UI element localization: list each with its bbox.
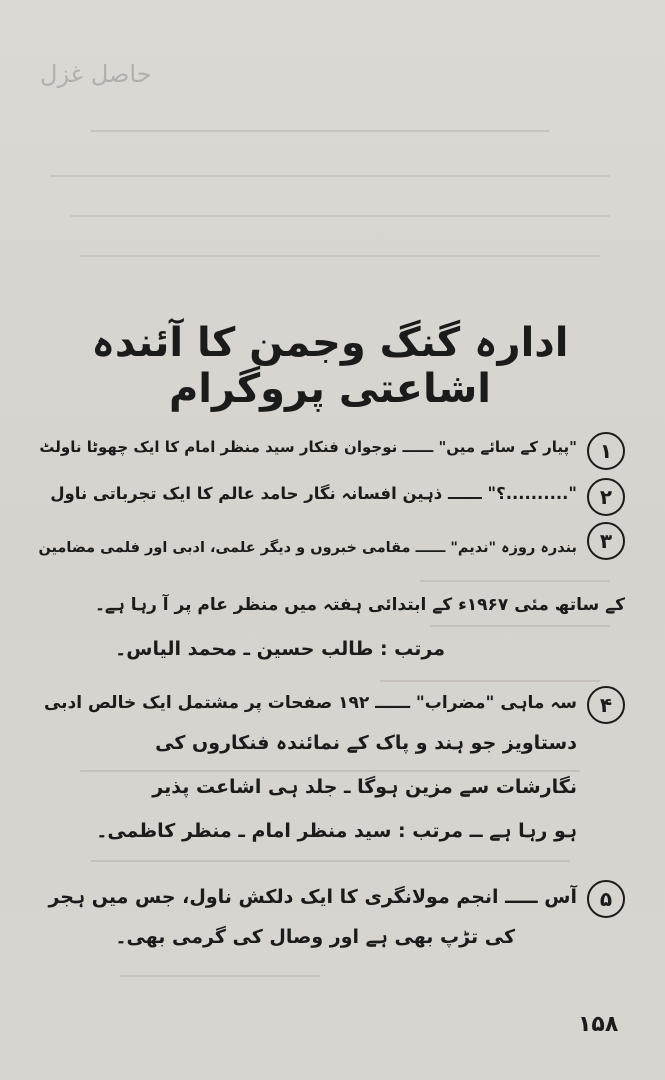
- item-number-badge: ۵: [587, 880, 625, 918]
- item-text-line: سہ ماہی "مضراب" ــــــ ۱۹۲ صفحات پر مشتمل ایک خالص ادبی: [43, 693, 577, 713]
- item-number-badge: ۳: [587, 522, 625, 560]
- item-credit-line: مرتب : طالب حسین ـ محمد الیاس۔: [115, 638, 445, 660]
- item-text-line: دستاویز جو ہند و پاک کے نمائندہ فنکاروں کی: [155, 732, 577, 754]
- item-text-line: کے ساتھ مئی ۱۹۶۷ء کے ابتدائی ہفتہ میں منظر عام پر آ رہا ہے۔: [94, 595, 625, 615]
- page-number: ۱۵۸: [578, 1012, 619, 1037]
- item-text-line: ہو رہا ہے ــ مرتب : سید منظر امام ـ منظر کاظمی۔: [96, 820, 577, 842]
- item-text-line: "پیار کے سائے میں" ــــــ نوجوان فنکار سید منظر امام کا ایک چھوٹا ناولٹ: [39, 438, 577, 456]
- page-title: ادارہ گنگ وجمن کا آئندہ اشاعتی پروگرام: [91, 320, 569, 412]
- item-text-line: "..........؟" ــــــ ذہین افسانہ نگار حامد عالم کا ایک تجرباتی ناول: [50, 484, 577, 503]
- item-text-line: آس ـــــ انجم مولانگری کا ایک دلکش ناول، جس میں ہجر: [48, 886, 577, 908]
- item-text-line: نگارشات سے مزین ہوگا ـ جلد ہی اشاعت پذیر: [152, 776, 577, 798]
- item-number-badge: ۲: [587, 478, 625, 516]
- item-number-badge: ۱: [587, 432, 625, 470]
- item-number-badge: ۴: [587, 686, 625, 724]
- ghost-heading: حاصل غزل: [40, 60, 152, 88]
- item-text-line: کی تڑپ بھی ہے اور وصال کی گرمی بھی۔: [115, 926, 515, 948]
- item-text-line: بندرہ روزہ "ندیم" ــــــ مقامی خبروں و دیگر علمی، ادبی اور فلمی مضامین: [38, 540, 577, 556]
